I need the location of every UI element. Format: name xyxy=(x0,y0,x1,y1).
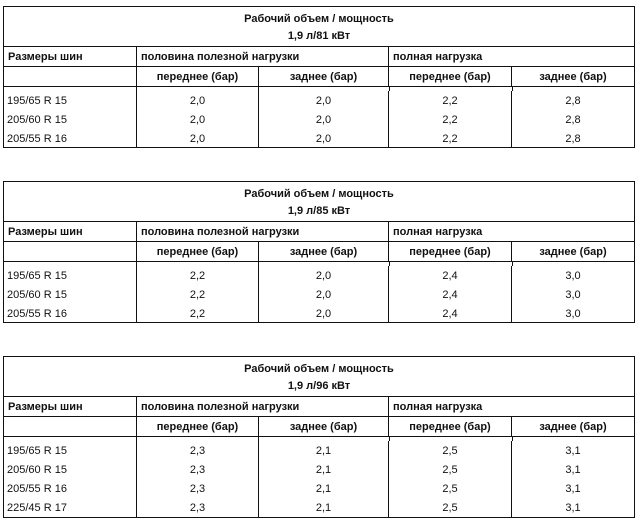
tire-size: 205/55 R 16 xyxy=(4,479,137,498)
group-header-row xyxy=(4,222,634,242)
full-front-value: 2,2 xyxy=(389,110,512,129)
half-rear-value: 2,1 xyxy=(259,441,389,460)
half-front-value: 2,2 xyxy=(137,266,259,285)
full-front-value: 2,5 xyxy=(389,479,512,498)
full-front-value: 2,5 xyxy=(389,498,512,517)
group-header-row xyxy=(4,397,634,417)
subheader-row xyxy=(4,67,634,87)
half-front-value: 2,2 xyxy=(137,285,259,304)
full-front-header: переднее (бар) xyxy=(389,417,512,436)
tire-size: 195/65 R 15 xyxy=(4,91,137,110)
subheader-row xyxy=(4,417,634,437)
half-rear-header: заднее (бар) xyxy=(259,67,389,86)
half-rear-header: заднее (бар) xyxy=(259,417,389,436)
half-rear-value: 2,1 xyxy=(259,479,389,498)
tire-size: 205/55 R 16 xyxy=(4,129,137,148)
full-front-header: переднее (бар) xyxy=(389,242,512,261)
full-rear-header: заднее (бар) xyxy=(539,70,607,83)
group-full-load: полная нагрузка xyxy=(393,50,483,63)
half-front-value: 2,3 xyxy=(137,441,259,460)
half-rear-value: 2,1 xyxy=(259,460,389,479)
group-half-load: половина полезной нагрузки xyxy=(137,397,389,416)
tire-size: 205/55 R 16 xyxy=(4,304,137,323)
table-header xyxy=(4,7,634,47)
half-rear-value: 2,0 xyxy=(259,110,389,129)
tire-size: 205/60 R 15 xyxy=(4,460,137,479)
half-rear-value: 2,1 xyxy=(259,498,389,517)
tire-size: 195/65 R 15 xyxy=(4,441,137,460)
full-front-value: 2,5 xyxy=(389,460,512,479)
group-full-load: полная нагрузка xyxy=(393,400,483,413)
half-front-header: переднее (бар) xyxy=(137,242,259,261)
half-front-value: 2,3 xyxy=(137,479,259,498)
table-row xyxy=(4,498,634,517)
full-front-value: 2,5 xyxy=(389,441,512,460)
full-front-value: 2,4 xyxy=(389,304,512,323)
group-full-load: полная нагрузка xyxy=(393,225,483,238)
table-row xyxy=(4,304,634,323)
half-rear-value: 2,0 xyxy=(259,129,389,148)
full-rear-value: 3,0 xyxy=(565,288,581,301)
table-row xyxy=(4,91,634,110)
tire-pressure-table-85kw xyxy=(3,181,635,323)
tire-size: 195/65 R 15 xyxy=(4,266,137,285)
engine-spec: 1,9 л/96 кВт xyxy=(287,380,351,392)
half-rear-value: 2,0 xyxy=(259,91,389,110)
half-front-value: 2,2 xyxy=(137,304,259,323)
half-rear-header: заднее (бар) xyxy=(259,242,389,261)
half-rear-value: 2,0 xyxy=(259,304,389,323)
full-front-value: 2,4 xyxy=(389,285,512,304)
full-rear-value: 3,0 xyxy=(565,269,581,282)
full-front-value: 2,2 xyxy=(389,91,512,110)
half-front-header: переднее (бар) xyxy=(137,67,259,86)
half-front-header: переднее (бар) xyxy=(137,417,259,436)
group-half-load: половина полезной нагрузки xyxy=(137,47,389,66)
half-front-value: 2,0 xyxy=(137,110,259,129)
full-rear-value: 3,1 xyxy=(565,444,581,457)
group-half-load: половина полезной нагрузки xyxy=(137,222,389,241)
tire-size: 205/60 R 15 xyxy=(4,285,137,304)
tire-pressure-table-96kw xyxy=(3,356,635,518)
full-rear-value: 3,1 xyxy=(565,463,581,476)
tire-size: 205/60 R 15 xyxy=(4,110,137,129)
tire-size: 225/45 R 17 xyxy=(4,498,137,517)
tire-pressure-table-81kw xyxy=(3,6,635,148)
table-row xyxy=(4,441,634,460)
full-rear-value: 3,0 xyxy=(565,307,581,320)
half-front-value: 2,0 xyxy=(137,129,259,148)
full-rear-value: 2,8 xyxy=(565,94,581,107)
table-row xyxy=(4,460,634,479)
full-front-value: 2,2 xyxy=(389,129,512,148)
col-tire-size-header: Размеры шин xyxy=(4,397,137,416)
full-front-value: 2,4 xyxy=(389,266,512,285)
half-front-value: 2,3 xyxy=(137,460,259,479)
engine-spec: 1,9 л/85 кВт xyxy=(287,205,351,217)
full-rear-value: 2,8 xyxy=(565,113,581,126)
subheader-row xyxy=(4,242,634,262)
half-front-value: 2,3 xyxy=(137,498,259,517)
group-header-row xyxy=(4,47,634,67)
half-rear-value: 2,0 xyxy=(259,266,389,285)
half-rear-value: 2,0 xyxy=(259,285,389,304)
table-row xyxy=(4,129,634,148)
table-title: Рабочий объем / мощность xyxy=(244,13,394,25)
full-rear-value: 2,8 xyxy=(565,132,581,145)
table-row xyxy=(4,285,634,304)
full-rear-value: 3,1 xyxy=(565,482,581,495)
full-rear-header: заднее (бар) xyxy=(539,245,607,258)
table-header xyxy=(4,182,634,222)
table-row xyxy=(4,479,634,498)
full-front-header: переднее (бар) xyxy=(389,67,512,86)
engine-spec: 1,9 л/81 кВт xyxy=(287,30,351,42)
full-rear-value: 3,1 xyxy=(565,501,581,514)
table-header xyxy=(4,357,634,397)
table-row xyxy=(4,110,634,129)
table-row xyxy=(4,266,634,285)
full-rear-header: заднее (бар) xyxy=(539,420,607,433)
table-title: Рабочий объем / мощность xyxy=(244,363,394,375)
table-title: Рабочий объем / мощность xyxy=(244,188,394,200)
col-tire-size-header: Размеры шин xyxy=(4,47,137,66)
half-front-value: 2,0 xyxy=(137,91,259,110)
col-tire-size-header: Размеры шин xyxy=(4,222,137,241)
